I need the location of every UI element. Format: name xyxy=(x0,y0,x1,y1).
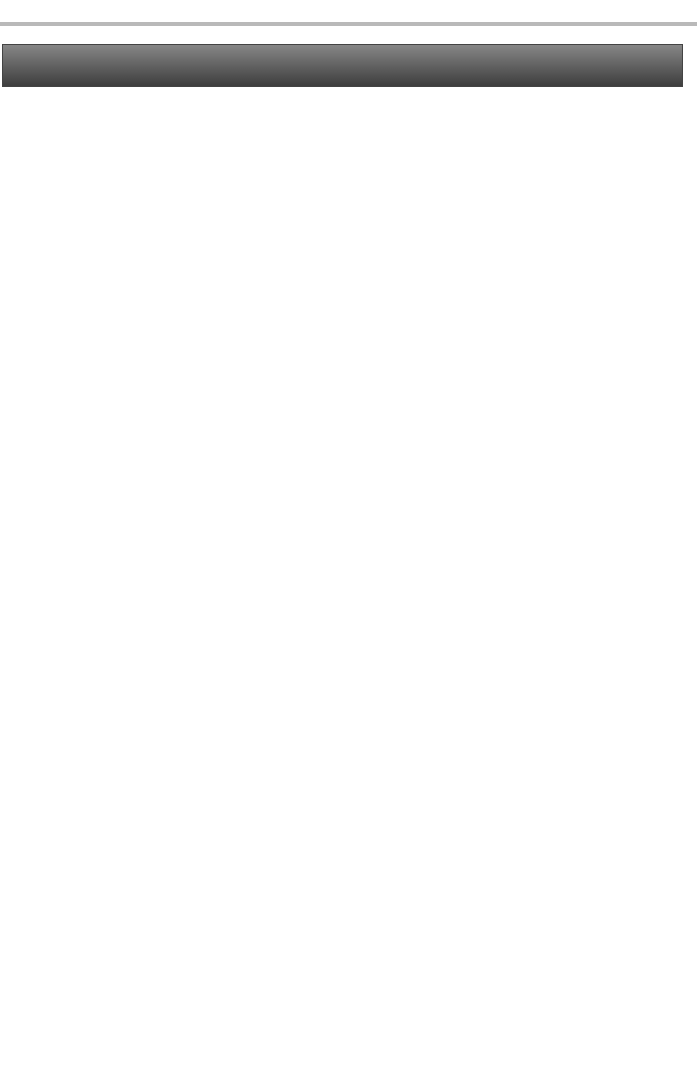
section-rule xyxy=(0,22,697,26)
title-banner xyxy=(2,44,683,87)
